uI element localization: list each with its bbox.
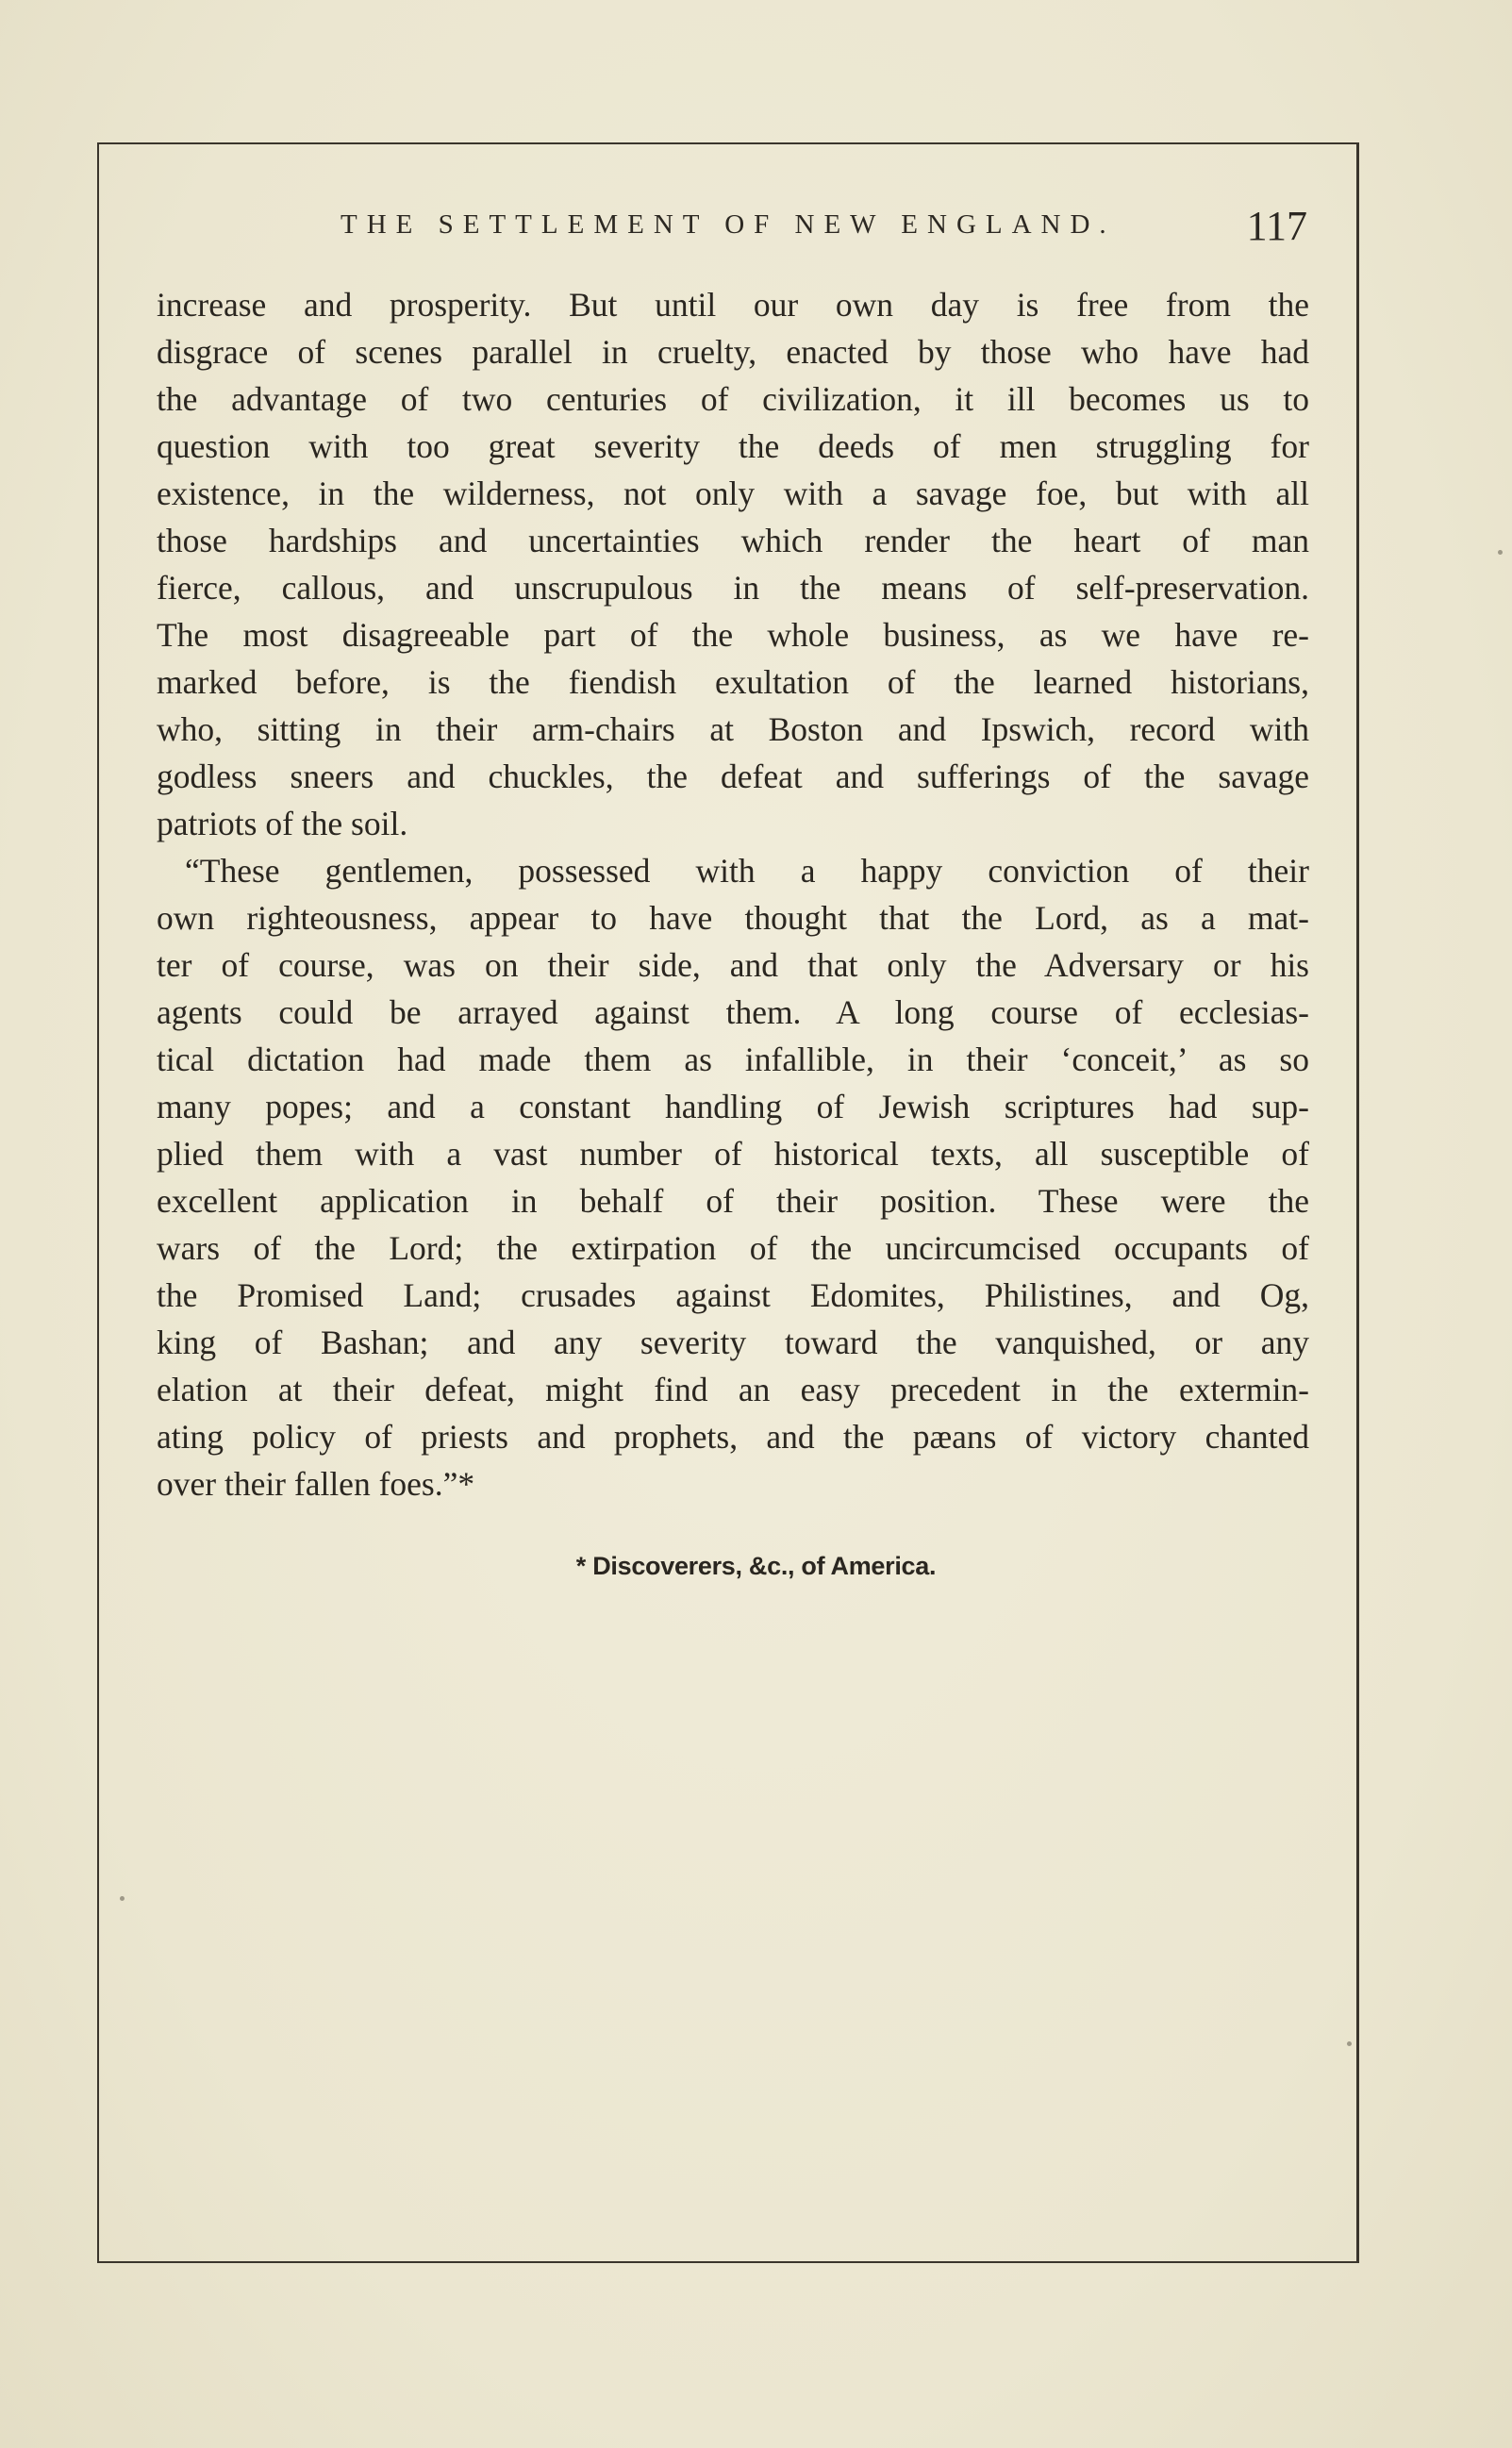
text-line: tical dictation had made them as infallible, in their ‘conceit,’ as so bbox=[157, 1041, 1309, 1078]
quotation-start-line: “These gentlemen, possessed with a happy conviction of their bbox=[185, 852, 1309, 890]
text-line: fierce, callous, and unscrupulous in the means of self-preservation. bbox=[157, 569, 1309, 607]
text-line: existence, in the wilderness, not only with a savage foe, but with all bbox=[157, 475, 1309, 512]
text-line: increase and prosperity. But until our own day is free from the bbox=[157, 286, 1309, 324]
text-line: elation at their defeat, might find an easy precedent in the extermin- bbox=[157, 1371, 1309, 1408]
text-line: the advantage of two centuries of civilization, it ill becomes us to bbox=[157, 380, 1309, 418]
text-line: ter of course, was on their side, and that only the Adversary or his bbox=[157, 946, 1309, 984]
paragraph-end-line: over their fallen foes.”* bbox=[157, 1465, 475, 1503]
footnote: * Discoverers, &c., of America. bbox=[575, 1552, 937, 1580]
text-line: those hardships and uncertainties which render the heart of man bbox=[157, 522, 1309, 559]
text-line: who, sitting in their arm-chairs at Boston and Ipswich, record with bbox=[157, 710, 1309, 748]
paper-speck bbox=[120, 1896, 125, 1901]
text-line: disgrace of scenes parallel in cruelty, enacted by those who have had bbox=[157, 333, 1309, 371]
text-line: The most disagreeable part of the whole business, as we have re- bbox=[157, 616, 1309, 654]
paper-speck bbox=[1498, 550, 1503, 555]
page-number: 117 bbox=[1246, 203, 1307, 249]
text-line: wars of the Lord; the extirpation of the uncircumcised occupants of bbox=[157, 1229, 1309, 1267]
text-line: marked before, is the fiendish exultation of the learned historians, bbox=[157, 663, 1309, 701]
page-header bbox=[157, 203, 1307, 258]
paper-speck bbox=[1347, 2041, 1352, 2046]
running-head: THE SETTLEMENT OF NEW ENGLAND. bbox=[341, 209, 1116, 240]
text-line: king of Bashan; and any severity toward the vanquished, or any bbox=[157, 1324, 1309, 1361]
text-line: plied them with a vast number of historical texts, all susceptible of bbox=[157, 1135, 1309, 1173]
text-line: ating policy of priests and prophets, and the pæans of victory chanted bbox=[157, 1418, 1309, 1456]
paragraph-end-line: patriots of the soil. bbox=[157, 805, 408, 842]
text-line: many popes; and a constant handling of Jewish scriptures had sup- bbox=[157, 1088, 1309, 1125]
text-line: question with too great severity the deeds of men struggling for bbox=[157, 427, 1309, 465]
text-line: agents could be arrayed against them. A long course of ecclesias- bbox=[157, 993, 1309, 1031]
text-line: the Promised Land; crusades against Edomites, Philistines, and Og, bbox=[157, 1276, 1309, 1314]
text-line: excellent application in behalf of their position. These were the bbox=[157, 1182, 1309, 1220]
body-text bbox=[157, 281, 1309, 1507]
text-line: own righteousness, appear to have thought that the Lord, as a mat- bbox=[157, 899, 1309, 937]
text-line: godless sneers and chuckles, the defeat and sufferings of the savage bbox=[157, 758, 1309, 795]
